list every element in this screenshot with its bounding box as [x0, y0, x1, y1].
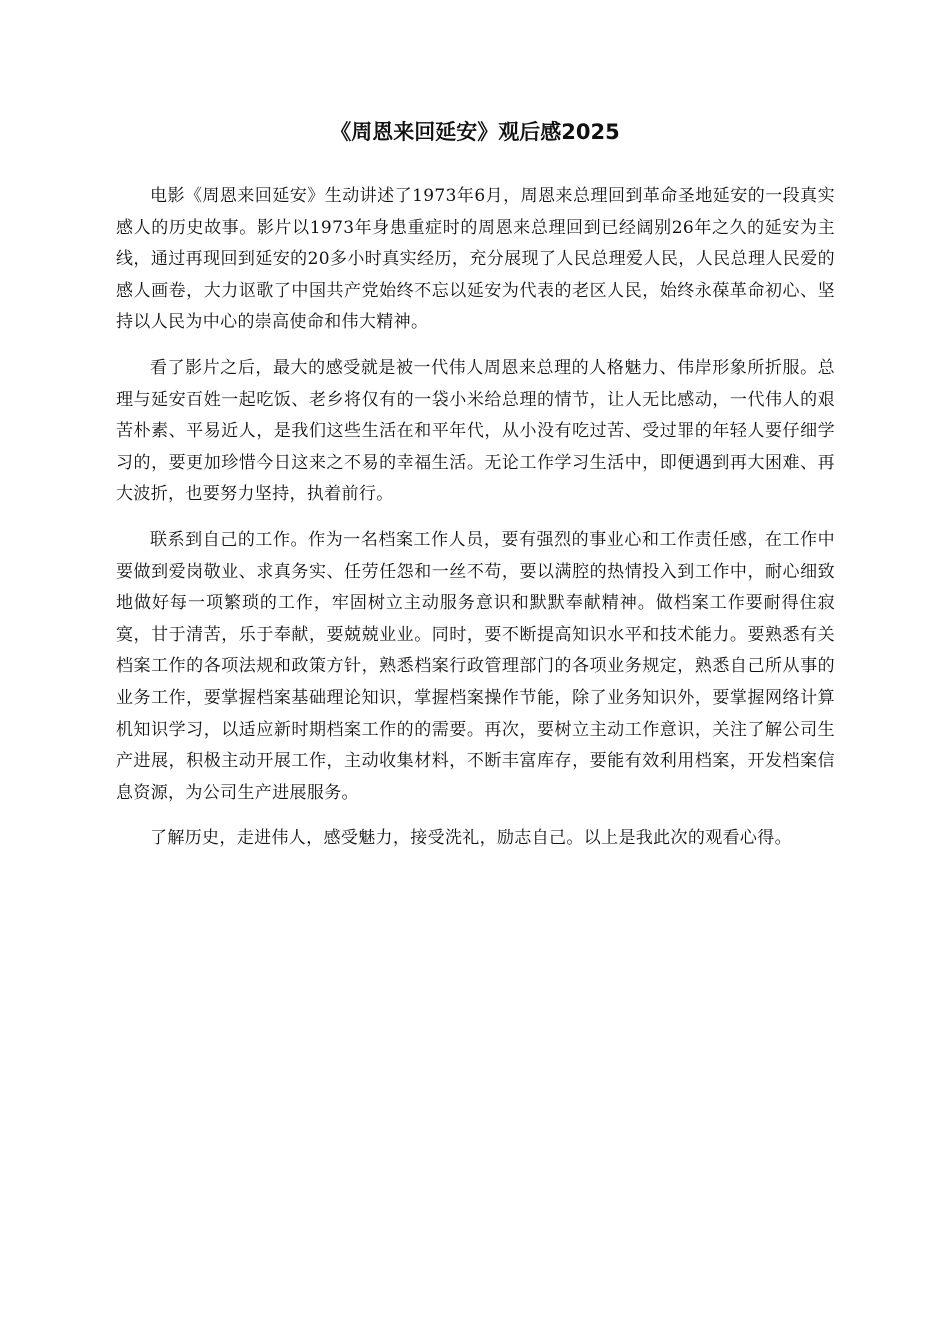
paragraph-2: 看了影片之后，最大的感受就是被一代伟人周恩来总理的人格魅力、伟岸形象所折服。总理与延安百姓一起吃饭、老乡将仅有的一袋小米给总理的情节，让人无比感动，一代伟人的艰苦朴素、平易近人，是我们这些生活在和平年代，从小没有吃过苦、受过罪的年轻人要仔细学习的，要更加珍惜今日这来之不易的幸福生活。无论工作学习生活中，即便遇到再大困难、再大波折，也要努力坚持，执着前行。: [116, 357, 835, 505]
document-title: 《周恩来回延安》观后感2025: [330, 120, 620, 144]
paragraph-3: 联系到自己的工作。作为一名档案工作人员，要有强烈的事业心和工作责任感，在工作中要做到爱岗敬业、求真务实、任劳任怨和一丝不苟，要以满腔的热情投入到工作中，耐心细致地做好每一项繁琐的工作，牢固树立主动服务意识和默默奉献精神。做档案工作要耐得住寂寞，甘于清苦，乐于奉献，要兢兢业业。同时，要不断提高知识水平和技术能力。要熟悉有关档案工作的各项法规和政策方针，熟悉档案行政管理部门的各项业务规定，熟悉自己所从事的业务工作，要掌握档案基础理论知识，掌握档案操作节能，除了业务知识外，要掌握网络计算机知识学习，以适应新时期档案工作的的需要。再次，要树立主动工作意识，关注了解公司生产进展，积极主动开展工作，主动收集材料，不断丰富库存，要能有效利用档案，开发档案信息资源，为公司生产进展服务。: [116, 529, 835, 803]
document-body: [116, 181, 835, 869]
paragraph-4: 了解历史，走进伟人，感受魅力，接受洗礼，励志自己。以上是我此次的观看心得。: [150, 828, 792, 849]
paragraph-1: 电影《周恩来回延安》生动讲述了1973年6月，周恩来总理回到革命圣地延安的一段真实感人的历史故事。影片以1973年身患重症时的周恩来总理回到已经阔别26年之久的延安为主线，通过再现回到延安的20多小时真实经历，充分展现了人民总理爱人民，人民总理人民爱的感人画卷，大力讴歌了中国共产党始终不忘以延安为代表的老区人民，始终永葆革命初心、坚持以人民为中心的崇高使命和伟大精神。: [116, 186, 835, 333]
